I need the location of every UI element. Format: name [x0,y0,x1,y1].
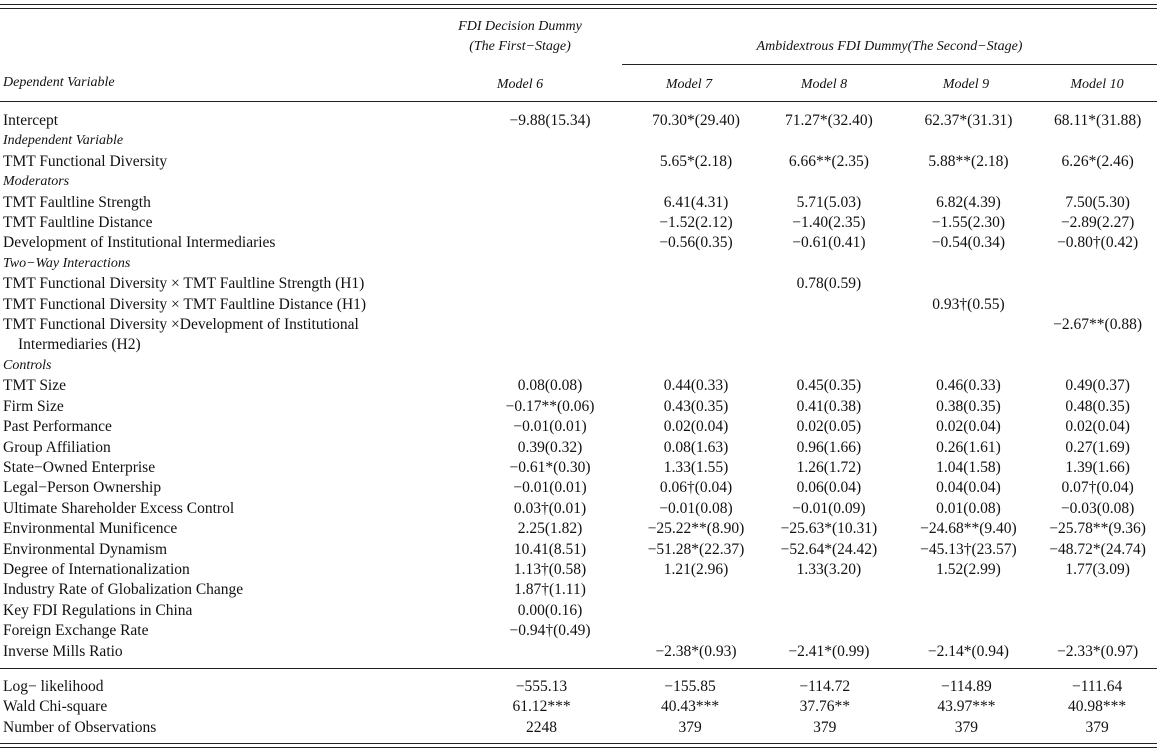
variable-label: TMT Functional Diversity × TMT Faultline Distance (H1) [3,295,367,313]
table-row [0,376,1157,396]
model-10-cell: 1.39(1.66) [1065,458,1130,476]
model-7-cell: 0.44(0.33) [663,377,729,395]
model-10-cell: 7.50(5.30) [1065,193,1130,211]
model-10-cell: −2.67**(0.88) [1053,316,1143,334]
model-9-cell [899,356,1039,376]
section-heading-row [0,172,1157,192]
model-9-cell: 0.26(1.61) [936,438,1001,456]
regression-table-footer [0,677,1157,738]
table-row [0,580,1157,600]
summary-row [0,718,1157,738]
model-9-cell: −0.54(0.34) [931,234,1006,252]
model-6-cell: 0.00(0.16) [517,601,583,619]
variable-label: Development of Institutional Intermediaries [3,234,276,252]
table-row [0,111,1157,131]
table-row [0,193,1157,213]
model-6-cell: 61.12*** [512,698,571,716]
variable-label: Firm Size [3,397,64,415]
model-9-header: Model 9 [942,77,990,92]
section-heading-row [0,356,1157,376]
table-row [0,417,1157,437]
model-6-cell: −0.01(0.01) [513,418,587,436]
model-7-cell: −155.85 [664,678,716,695]
model-8-cell [759,315,899,335]
variable-label: Intermediaries (H2) [18,336,141,354]
model-8-cell [759,601,899,621]
model-10-cell: 379 [1085,718,1109,736]
model-10-cell: 0.49(0.37) [1065,377,1130,395]
table-row [0,274,1157,294]
bottom-rule-1 [0,743,1157,744]
model-9-cell [899,131,1039,151]
section-heading: Controls [3,357,52,373]
variable-label: Key FDI Regulations in China [3,601,193,619]
model-6-cell [467,642,633,662]
model-6-cell [467,254,633,274]
model-7-cell: −51.28*(22.37) [647,540,745,558]
model-10-cell: −111.64 [1072,678,1123,695]
table-row [0,233,1157,253]
model-8-cell: −1.40(2.35) [792,214,866,232]
model-9-cell: 6.82(4.39) [936,193,1001,211]
model-9-cell: 0.01(0.08) [936,499,1001,517]
model-9-cell: 379 [954,718,979,736]
model-9-cell: 62.37*(31.31) [924,112,1013,129]
variable-label: Legal−Person Ownership [3,479,162,497]
variable-label: TMT Size [3,377,66,395]
model-10-cell: −2.33*(0.97) [1057,642,1139,660]
variable-label: Group Affiliation [3,438,111,456]
model-9-cell [899,172,1039,192]
model-8-cell [759,580,899,600]
model-7-cell [633,621,759,641]
model-7-cell: −2.38*(0.93) [655,642,737,660]
first-stage-subtitle: (The First−Stage) [469,39,571,54]
model-10-cell: 68.11*(31.88) [1053,112,1142,129]
model-9-cell: 0.02(0.04) [936,418,1001,436]
model-6-cell: 2248 [526,718,557,736]
model-7-cell: 0.06†(0.04) [659,479,733,497]
table-row [0,478,1157,498]
variable-label: TMT Faultline Strength [3,193,151,211]
model-10-cell: 0.02(0.04) [1065,418,1130,436]
variable-label: Degree of Internationalization [3,560,190,578]
model-10-cell [1038,601,1157,621]
model-7-cell [633,131,759,151]
table-row [0,621,1157,641]
model-7-cell [633,172,759,192]
model-10-cell [1038,274,1157,294]
model-6-cell [467,356,633,376]
variable-label: Past Performance [3,418,112,436]
model-9-cell: 0.04(0.04) [936,479,1001,497]
header-bottom-rule [0,101,1157,102]
table-row [0,438,1157,458]
model-6-cell [467,315,633,335]
model-8-cell: 71.27*(32.40) [784,112,873,129]
variable-label: Foreign Exchange Rate [3,622,149,640]
model-7-cell [633,601,759,621]
table-row [0,397,1157,417]
variable-label: Inverse Mills Ratio [3,642,123,660]
model-9-cell: 1.04(1.58) [936,458,1001,476]
model-7-cell [633,254,759,274]
model-8-cell: 0.02(0.05) [796,418,862,436]
model-10-cell: 0.48(0.35) [1065,397,1130,415]
section-heading: Moderators [3,174,70,190]
model-8-cell: −0.61(0.41) [792,234,866,252]
model-10-cell [1038,131,1157,151]
model-9-cell [899,580,1039,600]
model-7-cell [633,335,759,355]
model-10-header: Model 10 [1070,77,1124,92]
model-10-cell: 0.27(1.69) [1065,438,1130,456]
model-7-cell: −1.52(2.12) [659,214,733,232]
model-9-cell: 43.97*** [937,698,996,716]
model-6-cell: −0.61*(0.30) [509,458,591,476]
model-6-cell [467,213,633,233]
model-9-cell: 1.52(2.99) [936,560,1001,578]
model-6-cell: −0.01(0.01) [513,479,587,497]
model-6-cell: 1.87†(1.11) [514,581,586,599]
model-8-cell: 37.76** [799,698,850,716]
model-10-cell: −25.78**(9.36) [1049,520,1146,538]
section-heading: Two−Way Interactions [3,255,131,271]
table-row [0,315,1157,335]
model-7-cell: 1.33(1.55) [663,458,729,476]
model-8-cell: −25.63*(10.31) [780,520,878,538]
model-6-cell [467,152,633,172]
model-10-cell [1038,356,1157,376]
model-6-cell [467,131,633,151]
model-6-cell [467,274,633,294]
table-row [0,295,1157,315]
model-9-cell: 0.93†(0.55) [932,295,1005,313]
model-8-cell [759,335,899,355]
variable-label: Industry Rate of Globalization Change [3,581,244,599]
model-9-cell [899,621,1039,641]
model-7-cell: 5.65*(2.18) [659,152,733,170]
variable-label: Number of Observations [3,718,157,736]
model-9-cell: −45.13†(23.57) [920,540,1017,558]
model-10-cell [1038,335,1157,355]
model-8-header: Model 8 [800,77,848,92]
section-heading-row [0,254,1157,274]
model-8-cell [759,621,899,641]
table-row [0,519,1157,539]
model-6-cell [467,335,633,355]
model-8-cell: 1.26(1.72) [796,458,862,476]
model-6-cell: 0.39(0.32) [517,438,583,456]
section-heading-row [0,131,1157,151]
model-6-cell: −555.13 [515,678,568,695]
summary-row [0,677,1157,697]
top-rule-1 [0,4,1157,5]
variable-label: Ultimate Shareholder Excess Control [3,499,235,517]
model-8-cell: −2.41*(0.99) [788,642,870,660]
model-10-cell [1038,621,1157,641]
model-10-cell [1038,295,1157,315]
variable-label: Log− likelihood [3,678,104,695]
top-rule-2 [0,8,1157,9]
model-8-cell: 0.78(0.59) [796,275,862,293]
variable-label: TMT Functional Diversity ×Development of Institutional [3,316,359,334]
dependent-variable-label: Dependent Variable [3,75,115,90]
model-6-cell: 2.25(1.82) [517,520,583,538]
model-9-cell: 0.46(0.33) [936,377,1001,395]
model-10-cell: 40.98*** [1068,698,1127,716]
model-9-cell [899,335,1039,355]
model-6-cell: 10.41(8.51) [513,540,587,558]
model-6-cell: 0.03†(0.01) [513,499,587,517]
model-7-cell: 70.30*(29.40) [652,112,740,129]
model-7-cell: 379 [678,718,702,736]
model-6-cell: −9.88(15.34) [509,112,591,129]
variable-label: Intercept [3,112,59,129]
model-10-cell: 6.26*(2.46) [1061,152,1134,170]
footer-top-rule [0,668,1157,669]
model-6-cell [467,295,633,315]
model-10-cell: −0.80†(0.42) [1057,234,1139,252]
model-7-cell: 1.21(2.96) [663,560,729,578]
variable-label: State−Owned Enterprise [3,458,156,476]
table-row [0,601,1157,621]
summary-row [0,697,1157,717]
model-6-header: Model 6 [496,77,544,92]
model-9-cell [899,274,1039,294]
model-8-cell: 379 [813,718,837,736]
model-7-cell [633,295,759,315]
model-6-cell: −0.17**(0.06) [505,397,595,415]
model-10-cell [1038,580,1157,600]
section-heading: Independent Variable [3,133,124,149]
model-7-cell: 0.43(0.35) [663,397,729,415]
model-8-cell: 0.96(1.66) [796,438,862,456]
model-8-cell [759,172,899,192]
model-8-cell [759,356,899,376]
variable-label: Environmental Dynamism [3,540,168,558]
model-7-header: Model 7 [665,77,713,92]
model-6-cell [467,193,633,213]
model-8-cell: 0.06(0.04) [796,479,862,497]
model-10-cell: 0.07†(0.04) [1061,479,1134,497]
first-stage-header [420,17,620,57]
model-9-cell [899,601,1039,621]
model-7-cell [633,315,759,335]
model-9-cell: −24.68**(9.40) [920,520,1017,538]
second-stage-header: Ambidextrous FDI Dummy(The Second−Stage) [756,39,1023,54]
variable-label: Environmental Munificence [3,520,178,538]
variable-label: Wald Chi-square [3,698,108,716]
table-row [0,152,1157,172]
bottom-rule-2 [0,747,1157,748]
variable-label: TMT Faultline Distance [3,214,153,232]
model-7-cell [633,580,759,600]
model-6-cell [467,172,633,192]
model-7-cell [633,356,759,376]
model-9-cell: 5.88**(2.18) [928,152,1009,170]
model-9-cell: 0.38(0.35) [936,397,1001,415]
model-9-cell [899,254,1039,274]
model-10-cell: 1.77(3.09) [1065,560,1130,578]
model-8-cell [759,295,899,315]
model-7-cell: −25.22**(8.90) [647,520,745,538]
model-9-cell: −2.14*(0.94) [927,642,1009,660]
table-row [0,560,1157,580]
model-10-cell [1038,254,1157,274]
model-8-cell [759,131,899,151]
model-8-cell: 5.71(5.03) [796,193,862,211]
model-9-cell [899,315,1039,335]
model-8-cell: 6.66**(2.35) [788,152,869,170]
model-8-cell: −114.72 [799,678,851,695]
model-10-cell: −0.03(0.08) [1060,499,1135,517]
table-row [0,499,1157,519]
model-6-cell: 0.08(0.08) [517,377,583,395]
variable-label: TMT Functional Diversity × TMT Faultline Strength (H1) [3,275,365,293]
table-row [0,540,1157,560]
model-7-cell: 0.08(1.63) [663,438,729,456]
table-row [0,213,1157,233]
model-7-cell: −0.01(0.08) [659,499,733,517]
model-10-cell: −2.89(2.27) [1060,214,1135,232]
model-7-cell: 6.41(4.31) [663,193,729,211]
model-8-cell: 1.33(3.20) [796,560,862,578]
model-8-cell: −52.64*(24.42) [780,540,878,558]
model-7-cell: 0.02(0.04) [663,418,729,436]
model-7-cell [633,274,759,294]
second-stage-rule [622,64,1157,65]
model-10-cell [1038,172,1157,192]
model-9-cell: −114.89 [941,678,992,695]
table-row [0,642,1157,662]
table-row [0,335,1157,355]
model-6-cell [467,233,633,253]
model-6-cell: 1.13†(0.58) [513,560,587,578]
model-9-cell: −1.55(2.30) [931,214,1006,232]
regression-table-body [0,111,1157,662]
first-stage-title: FDI Decision Dummy [458,19,582,34]
model-8-cell [759,254,899,274]
model-8-cell: 0.45(0.35) [796,377,862,395]
model-8-cell: −0.01(0.09) [792,499,866,517]
model-10-cell: −48.72*(24.74) [1049,540,1146,558]
variable-label: TMT Functional Diversity [3,152,168,170]
model-6-cell: −0.94†(0.49) [509,622,591,640]
model-7-cell: 40.43*** [661,698,720,716]
table-row [0,458,1157,478]
model-8-cell: 0.41(0.38) [796,397,862,415]
model-7-cell: −0.56(0.35) [659,234,733,252]
